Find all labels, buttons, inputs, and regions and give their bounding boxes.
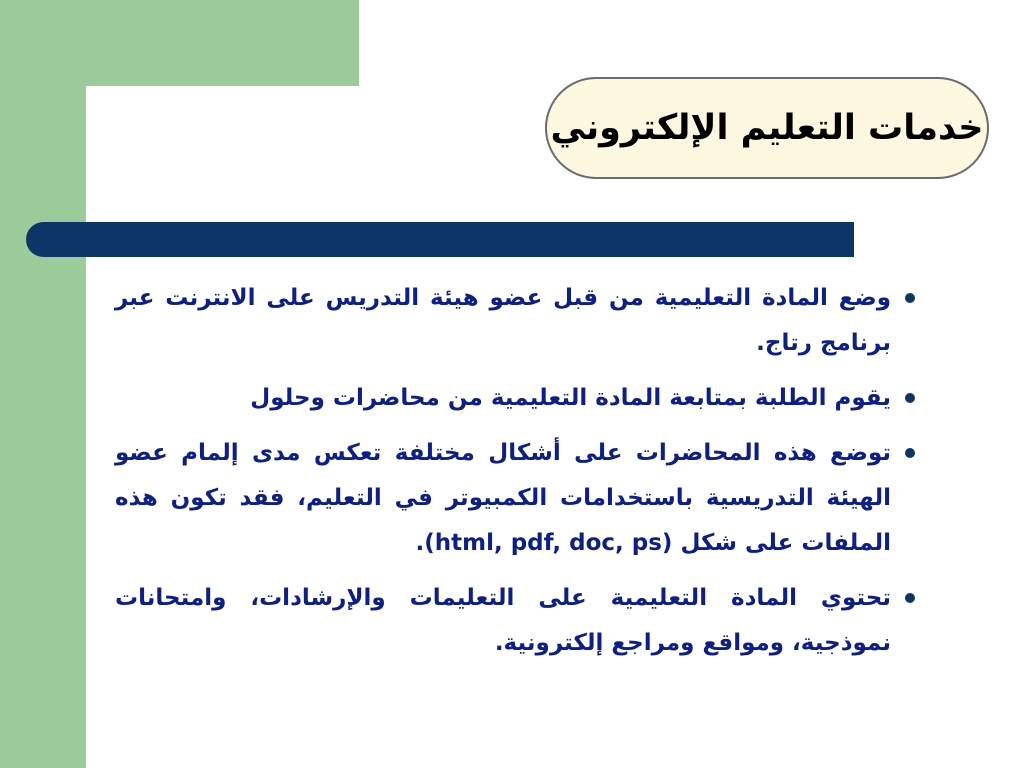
slide-title: خدمات التعليم الإلكتروني <box>550 108 984 148</box>
green-top-band <box>0 0 359 86</box>
bullet-end-punctuation: . <box>415 530 425 556</box>
title-box <box>545 77 989 179</box>
bullet-icon <box>905 393 915 403</box>
content-area-rounded-corner <box>86 86 166 166</box>
bullet-list <box>115 276 915 676</box>
bullet-text: وضع المادة التعليمية من قبل عضو هيئة التدريس على الانترنت عبر برنامج رتاج. <box>115 285 891 356</box>
bullet-text: تحتوي المادة التعليمية على التعليمات والإرشادات، وامتحانات نموذجية، ومواقع ومراجع إلكترونية. <box>115 585 891 656</box>
green-side-band <box>0 0 86 768</box>
bullet-item <box>115 431 915 566</box>
bullet-icon <box>905 448 915 458</box>
bullet-item <box>115 376 915 421</box>
bullet-text: يقوم الطلبة بمتابعة المادة التعليمية من محاضرات وحلول <box>250 385 891 411</box>
bullet-icon <box>905 593 915 603</box>
file-formats-list: (html, pdf, doc, ps) <box>424 530 673 556</box>
bullet-icon <box>905 293 915 303</box>
bullet-item <box>115 576 915 666</box>
bullet-text-formats <box>115 431 891 566</box>
title-divider-bar <box>26 222 854 257</box>
bullet-text-main: توضع هذه المحاضرات على أشكال مختلفة تعكس مدى إلمام عضو الهيئة التدريسية باستخدامات الكمبيوتر في التعليم، فقد تكون هذه الملفات على شكل <box>115 440 891 556</box>
bullet-item <box>115 276 915 366</box>
